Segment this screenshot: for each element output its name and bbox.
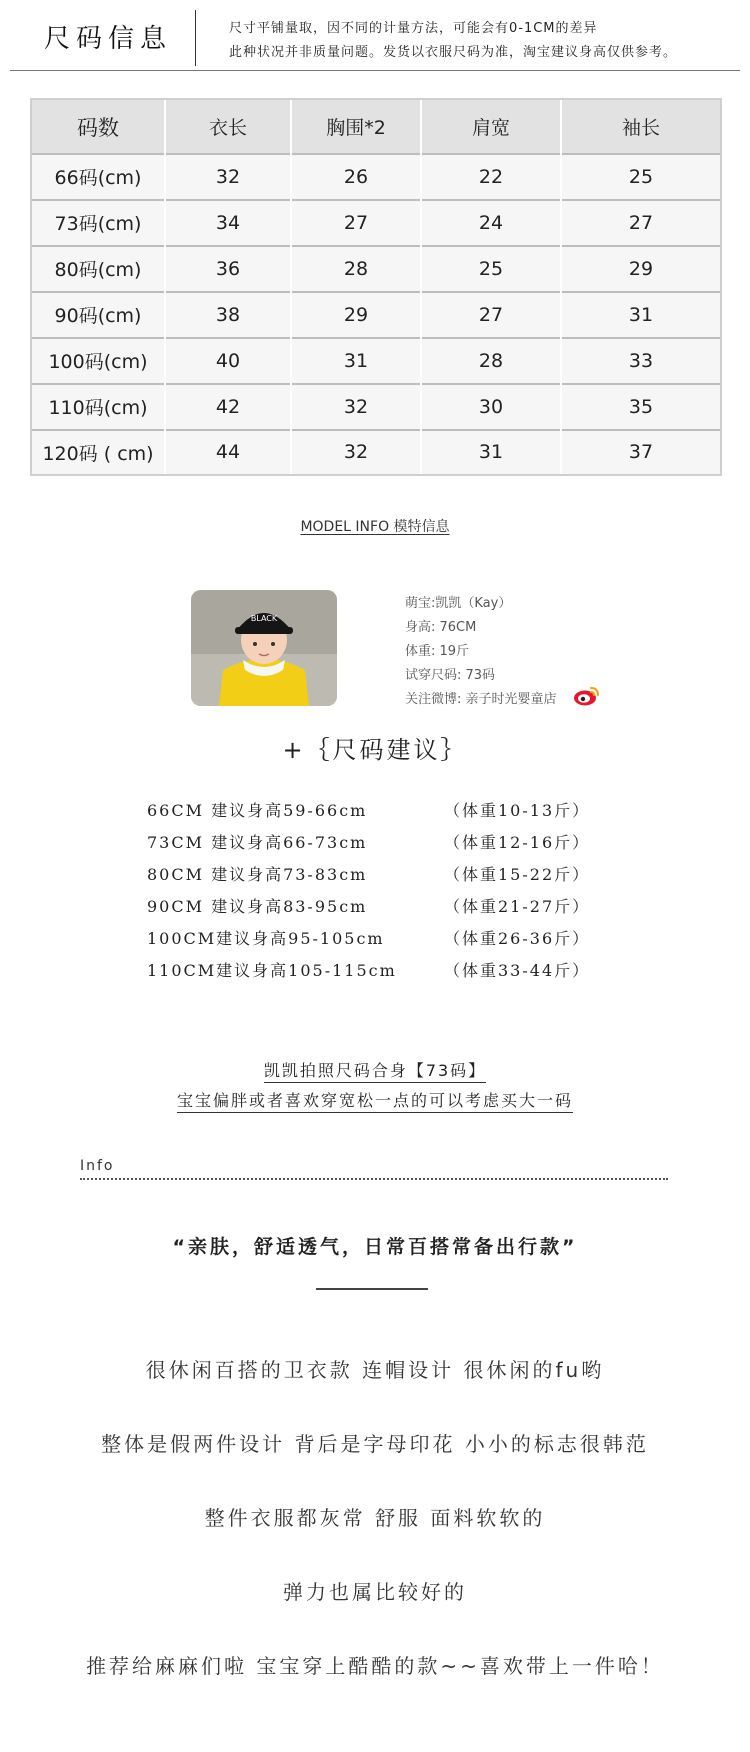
header-divider — [195, 10, 196, 66]
fit-note — [0, 1058, 750, 1081]
table-cell: 29 — [561, 246, 720, 292]
info-dotted-rule — [80, 1178, 668, 1180]
table-cell-size: 90码(cm) — [32, 292, 165, 338]
table-cell: 35 — [561, 384, 720, 430]
fit-note-text: 凯凯拍照尺码合身【73码】 — [264, 1061, 486, 1083]
column-header-length: 衣长 — [165, 100, 291, 154]
table-cell: 37 — [561, 430, 720, 474]
table-cell: 31 — [421, 430, 561, 474]
table-cell: 32 — [291, 384, 421, 430]
size-advice-weight: （体重12-16斤） — [444, 833, 591, 852]
weibo-icon[interactable] — [573, 684, 601, 710]
description-line: 推荐给麻麻们啦 宝宝穿上酷酷的款~~喜欢带上一件哈！ — [86, 1654, 664, 1678]
table-row — [32, 338, 720, 384]
table-cell: 31 — [291, 338, 421, 384]
size-advice-height: 100CM建议身高95-105cm — [147, 929, 385, 948]
size-advice-title: +｛尺码建议｝ — [282, 736, 468, 764]
model-info-heading-text: MODEL INFO 模特信息 — [300, 519, 450, 535]
table-row — [32, 246, 720, 292]
table-cell: 24 — [421, 200, 561, 246]
table-row — [32, 430, 720, 474]
model-photo — [191, 590, 337, 706]
table-cell: 28 — [291, 246, 421, 292]
column-header-size: 码数 — [32, 100, 165, 154]
table-cell: 25 — [561, 154, 720, 200]
table-cell: 34 — [165, 200, 291, 246]
model-photo-illustration — [191, 590, 337, 706]
size-advice-height: 110CM建议身高105-115cm — [147, 961, 397, 980]
size-table-grid — [32, 100, 720, 474]
table-cell: 44 — [165, 430, 291, 474]
table-cell: 26 — [291, 154, 421, 200]
description-line: 整体是假两件设计 背后是字母印花 小小的标志很韩范 — [101, 1432, 649, 1456]
table-cell: 32 — [165, 154, 291, 200]
table-cell: 30 — [421, 384, 561, 430]
table-cell: 32 — [291, 430, 421, 474]
page-title: 尺码信息 — [44, 24, 173, 54]
header-note-line-2: 此种状况并非质量问题。发货以衣服尺码为准，淘宝建议身高仅供参考。 — [229, 45, 678, 60]
size-advice-weight: （体重10-13斤） — [444, 801, 591, 820]
table-cell-size: 80码(cm) — [32, 246, 165, 292]
table-cell: 36 — [165, 246, 291, 292]
model-info-heading — [0, 516, 750, 536]
table-row — [32, 292, 720, 338]
model-height: 身高: 76CM — [405, 620, 477, 635]
column-header-shoulder: 肩宽 — [421, 100, 561, 154]
table-cell: 38 — [165, 292, 291, 338]
table-cell: 33 — [561, 338, 720, 384]
size-table-header-row — [32, 100, 720, 154]
size-advice-weight: （体重21-27斤） — [444, 897, 591, 916]
table-cell: 31 — [561, 292, 720, 338]
size-advice-height: 80CM 建议身高73-83cm — [147, 865, 368, 884]
table-cell-size: 100码(cm) — [32, 338, 165, 384]
model-size-worn: 试穿尺码: 73码 — [405, 668, 496, 683]
size-advice-height: 90CM 建议身高83-95cm — [147, 897, 368, 916]
size-advice-weight: （体重26-36斤） — [444, 929, 591, 948]
description-line: 弹力也属比较好的 — [283, 1580, 467, 1604]
table-row — [32, 154, 720, 200]
description-line: 整件衣服都灰常 舒服 面料软软的 — [204, 1506, 546, 1530]
table-cell: 27 — [561, 200, 720, 246]
table-cell-size: 120码 ( cm) — [32, 430, 165, 474]
slogan: “亲肤，舒适透气，日常百搭常备出行款” — [172, 1236, 578, 1258]
column-header-chest: 胸围*2 — [291, 100, 421, 154]
slogan-divider — [316, 1288, 428, 1290]
size-advice-height: 73CM 建议身高66-73cm — [147, 833, 368, 852]
table-cell: 27 — [291, 200, 421, 246]
table-cell: 27 — [421, 292, 561, 338]
table-cell: 25 — [421, 246, 561, 292]
cap-lettering: BLACK — [250, 614, 278, 623]
model-weight: 体重: 19斤 — [405, 644, 470, 659]
weibo-icon-graphic — [573, 684, 601, 706]
table-cell: 42 — [165, 384, 291, 430]
header-note-line-1: 尺寸平铺量取，因不同的计量方法，可能会有0-1CM的差异 — [229, 21, 598, 36]
fit-note — [0, 1088, 750, 1111]
model-weibo: 关注微博: 亲子时光婴童店 — [405, 692, 557, 707]
size-table — [30, 98, 722, 476]
table-cell: 40 — [165, 338, 291, 384]
table-cell: 28 — [421, 338, 561, 384]
table-cell: 29 — [291, 292, 421, 338]
table-cell-size: 73码(cm) — [32, 200, 165, 246]
size-advice-weight: （体重15-22斤） — [444, 865, 591, 884]
description-line: 很休闲百搭的卫衣款 连帽设计 很休闲的fu哟 — [145, 1358, 605, 1382]
table-cell-size: 66码(cm) — [32, 154, 165, 200]
table-row — [32, 200, 720, 246]
fit-note-text: 宝宝偏胖或者喜欢穿宽松一点的可以考虑买大一码 — [177, 1091, 573, 1113]
model-name: 萌宝:凯凯（Kay） — [405, 596, 512, 611]
table-row — [32, 384, 720, 430]
table-cell-size: 110码(cm) — [32, 384, 165, 430]
info-label: Info — [80, 1158, 115, 1174]
header-rule — [10, 70, 740, 71]
table-cell: 22 — [421, 154, 561, 200]
size-advice-height: 66CM 建议身高59-66cm — [147, 801, 368, 820]
size-advice-weight: （体重33-44斤） — [444, 961, 591, 980]
column-header-sleeve: 袖长 — [621, 117, 660, 139]
